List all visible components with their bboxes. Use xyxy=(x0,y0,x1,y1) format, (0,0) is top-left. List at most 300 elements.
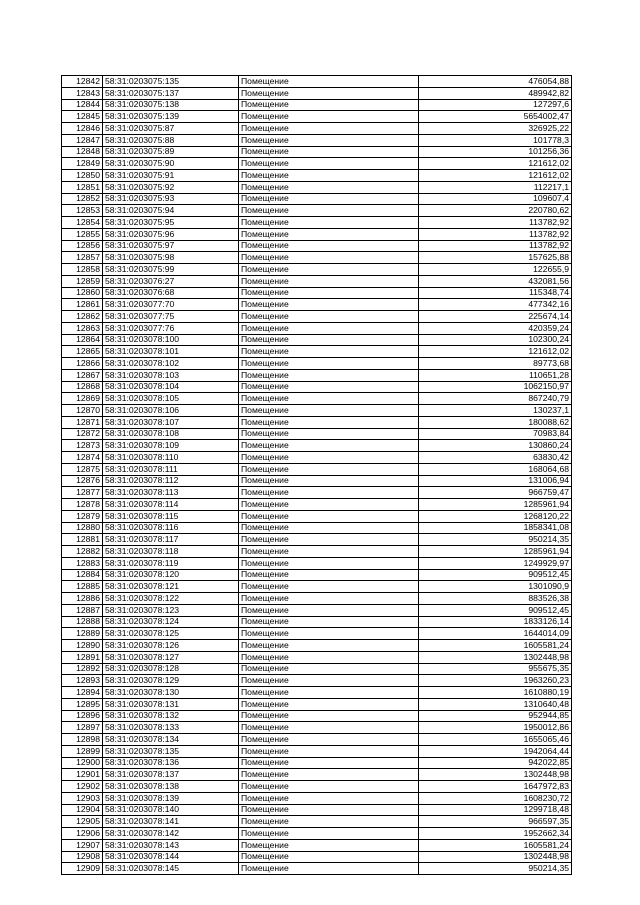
cadastral-number: 58:31:0203078:131 xyxy=(103,698,239,710)
object-type: Помещение xyxy=(239,828,419,840)
cadastral-value: 966759,47 xyxy=(419,487,572,499)
table-row xyxy=(62,781,572,793)
cadastral-number: 58:31:0203078:124 xyxy=(103,616,239,628)
table-row xyxy=(62,393,572,405)
cadastral-value: 113782,92 xyxy=(419,240,572,252)
cadastral-value: 1302448,98 xyxy=(419,769,572,781)
cadastral-number: 58:31:0203078:111 xyxy=(103,463,239,475)
row-number: 12852 xyxy=(62,193,103,205)
cadastral-number: 58:31:0203075:90 xyxy=(103,158,239,170)
cadastral-value: 1268120,22 xyxy=(419,510,572,522)
table-row xyxy=(62,651,572,663)
row-number: 12848 xyxy=(62,146,103,158)
table-row xyxy=(62,311,572,323)
object-type: Помещение xyxy=(239,158,419,170)
table-row xyxy=(62,499,572,511)
object-type: Помещение xyxy=(239,334,419,346)
cadastral-value: 127297,6 xyxy=(419,99,572,111)
table-row xyxy=(62,287,572,299)
row-number: 12902 xyxy=(62,781,103,793)
table-row xyxy=(62,264,572,276)
row-number: 12894 xyxy=(62,687,103,699)
object-type: Помещение xyxy=(239,792,419,804)
object-type: Помещение xyxy=(239,76,419,88)
cadastral-value: 225674,14 xyxy=(419,311,572,323)
cadastral-value: 89773,68 xyxy=(419,358,572,370)
cadastral-value: 1249929,97 xyxy=(419,557,572,569)
object-type: Помещение xyxy=(239,416,419,428)
object-type: Помещение xyxy=(239,463,419,475)
row-number: 12884 xyxy=(62,569,103,581)
row-number: 12906 xyxy=(62,828,103,840)
object-type: Помещение xyxy=(239,134,419,146)
cadastral-value: 1285961,94 xyxy=(419,546,572,558)
cadastral-number: 58:31:0203078:134 xyxy=(103,734,239,746)
object-type: Помещение xyxy=(239,123,419,135)
cadastral-number: 58:31:0203078:101 xyxy=(103,346,239,358)
table-row xyxy=(62,487,572,499)
row-number: 12860 xyxy=(62,287,103,299)
object-type: Помещение xyxy=(239,452,419,464)
table-row xyxy=(62,757,572,769)
object-type: Помещение xyxy=(239,710,419,722)
row-number: 12895 xyxy=(62,698,103,710)
cadastral-value: 1302448,98 xyxy=(419,651,572,663)
table-row xyxy=(62,452,572,464)
row-number: 12892 xyxy=(62,663,103,675)
table-row xyxy=(62,252,572,264)
row-number: 12885 xyxy=(62,581,103,593)
table-body xyxy=(62,76,572,875)
object-type: Помещение xyxy=(239,181,419,193)
object-type: Помещение xyxy=(239,546,419,558)
cadastral-number: 58:31:0203078:107 xyxy=(103,416,239,428)
table-row xyxy=(62,722,572,734)
object-type: Помещение xyxy=(239,393,419,405)
object-type: Помещение xyxy=(239,616,419,628)
table-row xyxy=(62,839,572,851)
cadastral-table xyxy=(61,75,572,875)
cadastral-number: 58:31:0203078:126 xyxy=(103,640,239,652)
cadastral-value: 420359,24 xyxy=(419,322,572,334)
cadastral-value: 102300,24 xyxy=(419,334,572,346)
cadastral-number: 58:31:0203075:94 xyxy=(103,205,239,217)
row-number: 12845 xyxy=(62,111,103,123)
cadastral-number: 58:31:0203075:99 xyxy=(103,264,239,276)
row-number: 12868 xyxy=(62,381,103,393)
table-row xyxy=(62,322,572,334)
table-row xyxy=(62,275,572,287)
cadastral-number: 58:31:0203078:140 xyxy=(103,804,239,816)
cadastral-value: 180088,62 xyxy=(419,416,572,428)
object-type: Помещение xyxy=(239,839,419,851)
object-type: Помещение xyxy=(239,745,419,757)
row-number: 12877 xyxy=(62,487,103,499)
object-type: Помещение xyxy=(239,722,419,734)
cadastral-number: 58:31:0203075:139 xyxy=(103,111,239,123)
cadastral-value: 1655065,46 xyxy=(419,734,572,746)
row-number: 12908 xyxy=(62,851,103,863)
cadastral-value: 101778,3 xyxy=(419,134,572,146)
object-type: Помещение xyxy=(239,581,419,593)
row-number: 12850 xyxy=(62,170,103,182)
table-row xyxy=(62,405,572,417)
cadastral-number: 58:31:0203075:98 xyxy=(103,252,239,264)
row-number: 12858 xyxy=(62,264,103,276)
object-type: Помещение xyxy=(239,252,419,264)
cadastral-number: 58:31:0203078:138 xyxy=(103,781,239,793)
cadastral-number: 58:31:0203075:88 xyxy=(103,134,239,146)
object-type: Помещение xyxy=(239,781,419,793)
row-number: 12843 xyxy=(62,87,103,99)
cadastral-value: 476054,88 xyxy=(419,76,572,88)
table-row xyxy=(62,863,572,875)
object-type: Помещение xyxy=(239,628,419,640)
object-type: Помещение xyxy=(239,205,419,217)
cadastral-number: 58:31:0203075:137 xyxy=(103,87,239,99)
object-type: Помещение xyxy=(239,487,419,499)
cadastral-number: 58:31:0203078:119 xyxy=(103,557,239,569)
cadastral-value: 112217,1 xyxy=(419,181,572,193)
cadastral-value: 1963260,23 xyxy=(419,675,572,687)
table-row xyxy=(62,710,572,722)
table-row xyxy=(62,745,572,757)
row-number: 12893 xyxy=(62,675,103,687)
cadastral-number: 58:31:0203077:75 xyxy=(103,311,239,323)
cadastral-value: 1062150,97 xyxy=(419,381,572,393)
cadastral-value: 1608230,72 xyxy=(419,792,572,804)
table-row xyxy=(62,123,572,135)
row-number: 12856 xyxy=(62,240,103,252)
cadastral-value: 477342,16 xyxy=(419,299,572,311)
row-number: 12887 xyxy=(62,604,103,616)
cadastral-value: 220780,62 xyxy=(419,205,572,217)
cadastral-value: 1302448,98 xyxy=(419,851,572,863)
object-type: Помещение xyxy=(239,863,419,875)
cadastral-number: 58:31:0203078:141 xyxy=(103,816,239,828)
cadastral-number: 58:31:0203078:136 xyxy=(103,757,239,769)
table-row xyxy=(62,181,572,193)
object-type: Помещение xyxy=(239,381,419,393)
table-row xyxy=(62,534,572,546)
cadastral-value: 1952662,34 xyxy=(419,828,572,840)
table-row xyxy=(62,804,572,816)
row-number: 12857 xyxy=(62,252,103,264)
cadastral-number: 58:31:0203075:96 xyxy=(103,228,239,240)
cadastral-number: 58:31:0203078:110 xyxy=(103,452,239,464)
object-type: Помещение xyxy=(239,499,419,511)
table-row xyxy=(62,358,572,370)
cadastral-number: 58:31:0203076:68 xyxy=(103,287,239,299)
table-row xyxy=(62,463,572,475)
table-row xyxy=(62,240,572,252)
cadastral-value: 909512,45 xyxy=(419,569,572,581)
row-number: 12896 xyxy=(62,710,103,722)
cadastral-number: 58:31:0203078:108 xyxy=(103,428,239,440)
object-type: Помещение xyxy=(239,663,419,675)
table-row xyxy=(62,851,572,863)
cadastral-number: 58:31:0203078:102 xyxy=(103,358,239,370)
table-row xyxy=(62,675,572,687)
row-number: 12899 xyxy=(62,745,103,757)
cadastral-value: 168064,68 xyxy=(419,463,572,475)
row-number: 12862 xyxy=(62,311,103,323)
cadastral-number: 58:31:0203078:129 xyxy=(103,675,239,687)
row-number: 12881 xyxy=(62,534,103,546)
cadastral-number: 58:31:0203075:97 xyxy=(103,240,239,252)
cadastral-value: 1647972,83 xyxy=(419,781,572,793)
cadastral-number: 58:31:0203078:127 xyxy=(103,651,239,663)
cadastral-value: 63830,42 xyxy=(419,452,572,464)
object-type: Помещение xyxy=(239,522,419,534)
object-type: Помещение xyxy=(239,299,419,311)
object-type: Помещение xyxy=(239,358,419,370)
table-row xyxy=(62,205,572,217)
table-row xyxy=(62,628,572,640)
cadastral-number: 58:31:0203078:145 xyxy=(103,863,239,875)
cadastral-number: 58:31:0203077:70 xyxy=(103,299,239,311)
cadastral-value: 489942,82 xyxy=(419,87,572,99)
cadastral-number: 58:31:0203075:95 xyxy=(103,217,239,229)
table-row xyxy=(62,87,572,99)
cadastral-number: 58:31:0203075:89 xyxy=(103,146,239,158)
object-type: Помещение xyxy=(239,651,419,663)
table-row xyxy=(62,346,572,358)
object-type: Помещение xyxy=(239,698,419,710)
cadastral-number: 58:31:0203078:117 xyxy=(103,534,239,546)
table-row xyxy=(62,640,572,652)
object-type: Помещение xyxy=(239,369,419,381)
table-row xyxy=(62,546,572,558)
table-row xyxy=(62,217,572,229)
row-number: 12863 xyxy=(62,322,103,334)
cadastral-number: 58:31:0203078:105 xyxy=(103,393,239,405)
table-row xyxy=(62,616,572,628)
cadastral-number: 58:31:0203078:112 xyxy=(103,475,239,487)
table-row xyxy=(62,687,572,699)
object-type: Помещение xyxy=(239,604,419,616)
cadastral-number: 58:31:0203078:115 xyxy=(103,510,239,522)
table-row xyxy=(62,416,572,428)
cadastral-value: 101256,36 xyxy=(419,146,572,158)
row-number: 12891 xyxy=(62,651,103,663)
table-row xyxy=(62,663,572,675)
cadastral-value: 122655,9 xyxy=(419,264,572,276)
cadastral-number: 58:31:0203078:103 xyxy=(103,369,239,381)
object-type: Помещение xyxy=(239,311,419,323)
object-type: Помещение xyxy=(239,816,419,828)
cadastral-value: 1310640,48 xyxy=(419,698,572,710)
cadastral-number: 58:31:0203078:109 xyxy=(103,440,239,452)
table-row xyxy=(62,522,572,534)
row-number: 12869 xyxy=(62,393,103,405)
row-number: 12888 xyxy=(62,616,103,628)
object-type: Помещение xyxy=(239,769,419,781)
cadastral-value: 115348,74 xyxy=(419,287,572,299)
row-number: 12873 xyxy=(62,440,103,452)
cadastral-value: 110651,28 xyxy=(419,369,572,381)
cadastral-value: 157625,88 xyxy=(419,252,572,264)
table-row xyxy=(62,170,572,182)
table-row xyxy=(62,111,572,123)
cadastral-value: 326925,22 xyxy=(419,123,572,135)
cadastral-number: 58:31:0203078:142 xyxy=(103,828,239,840)
cadastral-number: 58:31:0203078:120 xyxy=(103,569,239,581)
row-number: 12851 xyxy=(62,181,103,193)
cadastral-number: 58:31:0203075:93 xyxy=(103,193,239,205)
cadastral-value: 1301090,9 xyxy=(419,581,572,593)
table-row xyxy=(62,146,572,158)
row-number: 12847 xyxy=(62,134,103,146)
row-number: 12889 xyxy=(62,628,103,640)
cadastral-number: 58:31:0203078:130 xyxy=(103,687,239,699)
object-type: Помещение xyxy=(239,734,419,746)
row-number: 12867 xyxy=(62,369,103,381)
row-number: 12875 xyxy=(62,463,103,475)
cadastral-value: 1605581,24 xyxy=(419,640,572,652)
table-row xyxy=(62,228,572,240)
row-number: 12871 xyxy=(62,416,103,428)
row-number: 12890 xyxy=(62,640,103,652)
cadastral-number: 58:31:0203078:100 xyxy=(103,334,239,346)
row-number: 12909 xyxy=(62,863,103,875)
object-type: Помещение xyxy=(239,87,419,99)
row-number: 12872 xyxy=(62,428,103,440)
object-type: Помещение xyxy=(239,146,419,158)
row-number: 12853 xyxy=(62,205,103,217)
row-number: 12864 xyxy=(62,334,103,346)
cadastral-number: 58:31:0203078:121 xyxy=(103,581,239,593)
table-row xyxy=(62,193,572,205)
table-row xyxy=(62,475,572,487)
table-row xyxy=(62,134,572,146)
cadastral-value: 867240,79 xyxy=(419,393,572,405)
object-type: Помещение xyxy=(239,428,419,440)
row-number: 12904 xyxy=(62,804,103,816)
row-number: 12874 xyxy=(62,452,103,464)
object-type: Помещение xyxy=(239,193,419,205)
cadastral-value: 121612,02 xyxy=(419,170,572,182)
object-type: Помещение xyxy=(239,275,419,287)
cadastral-value: 1858341,08 xyxy=(419,522,572,534)
row-number: 12865 xyxy=(62,346,103,358)
table-row xyxy=(62,334,572,346)
row-number: 12886 xyxy=(62,593,103,605)
cadastral-value: 950214,35 xyxy=(419,534,572,546)
object-type: Помещение xyxy=(239,593,419,605)
object-type: Помещение xyxy=(239,111,419,123)
object-type: Помещение xyxy=(239,217,419,229)
object-type: Помещение xyxy=(239,687,419,699)
object-type: Помещение xyxy=(239,322,419,334)
row-number: 12859 xyxy=(62,275,103,287)
object-type: Помещение xyxy=(239,640,419,652)
row-number: 12844 xyxy=(62,99,103,111)
table-row xyxy=(62,593,572,605)
table-row xyxy=(62,816,572,828)
cadastral-number: 58:31:0203075:135 xyxy=(103,76,239,88)
cadastral-value: 130860,24 xyxy=(419,440,572,452)
row-number: 12866 xyxy=(62,358,103,370)
object-type: Помещение xyxy=(239,346,419,358)
object-type: Помещение xyxy=(239,228,419,240)
cadastral-number: 58:31:0203075:87 xyxy=(103,123,239,135)
row-number: 12883 xyxy=(62,557,103,569)
object-type: Помещение xyxy=(239,757,419,769)
row-number: 12897 xyxy=(62,722,103,734)
cadastral-value: 1950012,86 xyxy=(419,722,572,734)
cadastral-value: 883526,38 xyxy=(419,593,572,605)
row-number: 12846 xyxy=(62,123,103,135)
object-type: Помещение xyxy=(239,851,419,863)
object-type: Помещение xyxy=(239,804,419,816)
cadastral-value: 109607,4 xyxy=(419,193,572,205)
cadastral-value: 1285961,94 xyxy=(419,499,572,511)
cadastral-number: 58:31:0203078:143 xyxy=(103,839,239,851)
cadastral-number: 58:31:0203075:138 xyxy=(103,99,239,111)
cadastral-number: 58:31:0203078:104 xyxy=(103,381,239,393)
cadastral-value: 113782,92 xyxy=(419,217,572,229)
row-number: 12905 xyxy=(62,816,103,828)
cadastral-number: 58:31:0203076:27 xyxy=(103,275,239,287)
table-row xyxy=(62,557,572,569)
row-number: 12901 xyxy=(62,769,103,781)
table-row xyxy=(62,76,572,88)
cadastral-value: 950214,35 xyxy=(419,863,572,875)
row-number: 12900 xyxy=(62,757,103,769)
cadastral-value: 1833126,14 xyxy=(419,616,572,628)
cadastral-value: 130237,1 xyxy=(419,405,572,417)
table-row xyxy=(62,734,572,746)
row-number: 12876 xyxy=(62,475,103,487)
table-row xyxy=(62,428,572,440)
cadastral-value: 909512,45 xyxy=(419,604,572,616)
cadastral-number: 58:31:0203078:118 xyxy=(103,546,239,558)
object-type: Помещение xyxy=(239,510,419,522)
object-type: Помещение xyxy=(239,99,419,111)
cadastral-number: 58:31:0203075:92 xyxy=(103,181,239,193)
cadastral-number: 58:31:0203078:137 xyxy=(103,769,239,781)
table-row xyxy=(62,828,572,840)
cadastral-value: 1942064,44 xyxy=(419,745,572,757)
table-row xyxy=(62,792,572,804)
cadastral-number: 58:31:0203078:144 xyxy=(103,851,239,863)
cadastral-value: 942022,85 xyxy=(419,757,572,769)
object-type: Помещение xyxy=(239,240,419,252)
object-type: Помещение xyxy=(239,534,419,546)
cadastral-value: 131006,94 xyxy=(419,475,572,487)
row-number: 12882 xyxy=(62,546,103,558)
cadastral-number: 58:31:0203078:132 xyxy=(103,710,239,722)
row-number: 12880 xyxy=(62,522,103,534)
cadastral-number: 58:31:0203078:125 xyxy=(103,628,239,640)
cadastral-value: 952944,85 xyxy=(419,710,572,722)
row-number: 12849 xyxy=(62,158,103,170)
row-number: 12907 xyxy=(62,839,103,851)
cadastral-number: 58:31:0203078:135 xyxy=(103,745,239,757)
row-number: 12878 xyxy=(62,499,103,511)
row-number: 12842 xyxy=(62,76,103,88)
cadastral-value: 1299718,48 xyxy=(419,804,572,816)
object-type: Помещение xyxy=(239,557,419,569)
cadastral-number: 58:31:0203078:106 xyxy=(103,405,239,417)
object-type: Помещение xyxy=(239,264,419,276)
table-row xyxy=(62,769,572,781)
cadastral-number: 58:31:0203078:113 xyxy=(103,487,239,499)
table-row xyxy=(62,698,572,710)
object-type: Помещение xyxy=(239,675,419,687)
table-row xyxy=(62,299,572,311)
